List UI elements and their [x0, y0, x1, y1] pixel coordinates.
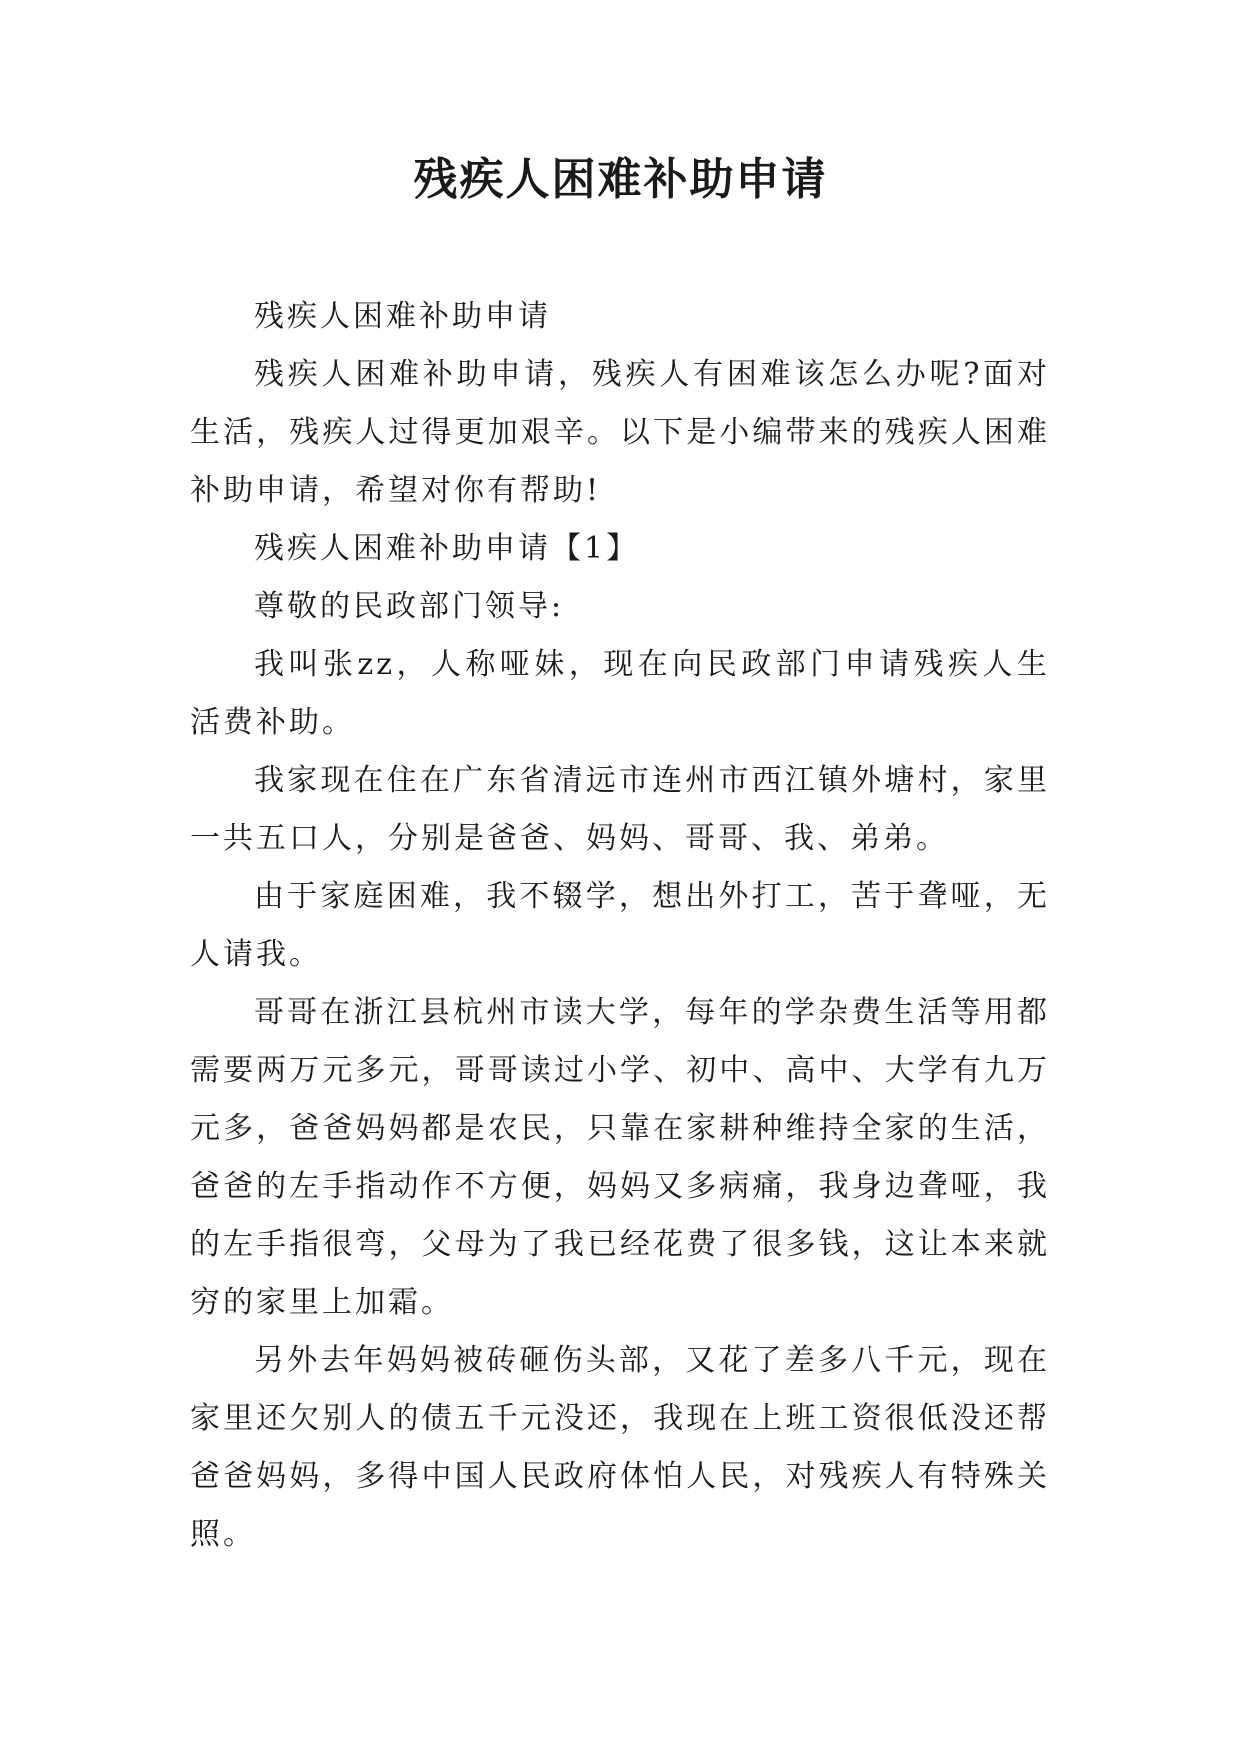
document-body: [190, 288, 1050, 1564]
paragraph-debts: 另外去年妈妈被砖砸伤头部，又花了差多八千元，现在家里还欠别人的债五千元没还，我现在上班工资很低没还帮爸爸妈妈，多得中国人民政府体怕人民，对残疾人有特殊关照。: [190, 1343, 1050, 1552]
document-title: 残疾人困难补助申请: [413, 154, 828, 205]
paragraph-self-introduction: 我叫张zz，人称哑妹，现在向民政部门申请残疾人生活费补助。: [190, 647, 1050, 740]
paragraph-family-costs: 哥哥在浙江县杭州市读大学，每年的学杂费生活等用都需要两万元多元，哥哥读过小学、初中、高中、大学有九万元多，爸爸妈妈都是农民，只靠在家耕种维持全家的生活，爸爸的左手指动作不方便，妈妈又多病痛，我身边聋哑，我的左手指很弯，父母为了我已经花费了很多钱，这让本来就穷的家里上加霜。: [190, 995, 1050, 1320]
paragraph-family-address: 我家现在住在广东省清远市连州市西江镇外塘村，家里一共五口人，分别是爸爸、妈妈、哥哥、我、弟弟。: [190, 763, 1050, 856]
paragraph-section-title: 残疾人困难补助申请【1】: [254, 531, 640, 566]
paragraph-salutation: 尊敬的民政部门领导:: [254, 589, 565, 624]
paragraph-intro: 残疾人困难补助申请，残疾人有困难该怎么办呢?面对生活，残疾人过得更加艰辛。以下是小编带来的残疾人困难补助申请，希望对你有帮助!: [190, 357, 1050, 508]
paragraph-hardship: 由于家庭困难，我不辍学，想出外打工，苦于聋哑，无人请我。: [190, 879, 1050, 972]
paragraph-heading: 残疾人困难补助申请: [254, 299, 551, 334]
